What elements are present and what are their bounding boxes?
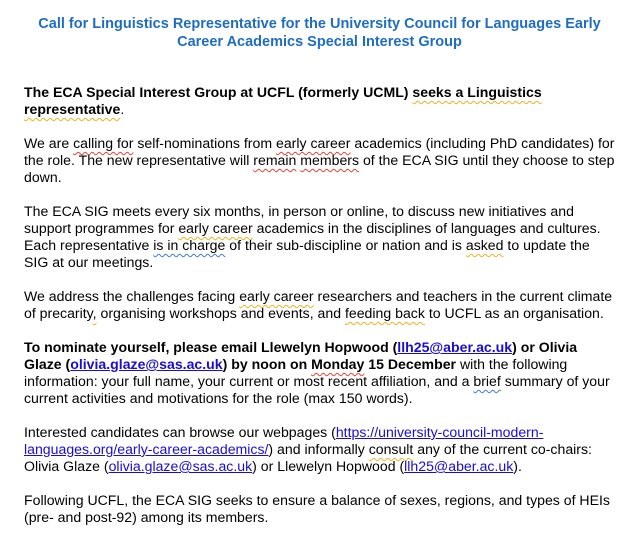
email-link-hopwood[interactable]: llh25@aber.ac.uk: [397, 339, 513, 355]
balance-paragraph: Following UCFL, the ECA SIG seeks to ensure a balance of sexes, regions, and types of HEIs (pre- and post-92) among its members.: [24, 492, 610, 525]
spelling-flag[interactable]: early career: [275, 135, 351, 151]
style-flag[interactable]: brief: [473, 373, 501, 389]
spelling-flag[interactable]: Monday: [311, 356, 365, 372]
grammar-flag[interactable]: ,: [92, 305, 97, 321]
webpages-paragraph: Interested candidates can browse our webpages (https://university-council-modern-languages.org/early-career-academics/) and informally consult any of the current co-chairs: Olivia Glaze (olivia.glaze@sas.ac.uk) or Llewelyn Hopwood (llh25@aber.ac.uk).: [24, 424, 592, 474]
title-line-1: Call for Linguistics Representative for the University Council for Languages Early: [38, 16, 601, 32]
document-title: [24, 15, 615, 51]
spelling-flag[interactable]: remain: [253, 152, 297, 168]
webpage-link[interactable]: https://university-council-modern-languages.org/early-career-academics/: [24, 424, 544, 457]
grammar-flag[interactable]: consult: [368, 441, 414, 457]
intro-paragraph: The ECA Special Interest Group at UCFL (formerly UCML) seeks a Linguistics representative.: [24, 84, 542, 117]
style-flag[interactable]: is in charge: [153, 237, 226, 253]
grammar-flag[interactable]: seeks a Linguistics representative: [24, 84, 542, 117]
grammar-flag[interactable]: feeding back: [344, 305, 425, 321]
email-link-glaze[interactable]: olivia.glaze@sas.ac.uk: [70, 356, 223, 372]
grammar-flag[interactable]: early career: [178, 220, 253, 236]
spelling-flag[interactable]: calling for: [73, 135, 134, 151]
meetings-paragraph: The ECA SIG meets every six months, in person or online, to discuss new initiatives and support programmes for early career academics in the disciplines of languages and cultures. Each representative is in charge of their sub-discipline or nation and is asked to update the SIG at our meetings.: [24, 203, 601, 270]
role-paragraph: We are calling for self-nominations from early career academics (including PhD candidates) for the role. The new representative will remain members of the ECA SIG until they choose to step down.: [24, 135, 615, 185]
grammar-flag[interactable]: early career: [239, 288, 314, 304]
challenges-paragraph: We address the challenges facing early career researchers and teachers in the current climate of precarity, organising workshops and events, and feeding back to UCFL as an organisation.: [24, 288, 613, 321]
email-link-hopwood[interactable]: llh25@aber.ac.uk: [404, 458, 514, 474]
email-link-glaze[interactable]: olivia.glaze@sas.ac.uk: [108, 458, 253, 474]
title-line-2: Career Academics Special Interest Group: [177, 34, 462, 50]
nomination-paragraph: To nominate yourself, please email Llewelyn Hopwood (llh25@aber.ac.uk) or Olivia Glaze (olivia.glaze@sas.ac.uk) by noon on Monday 15 December with the following information: your full name, your current or most recent affiliation, and a brief summary of your current activities and motivations for the role (max 150 words).: [24, 339, 610, 406]
grammar-flag[interactable]: asked: [465, 237, 504, 253]
spelling-flag[interactable]: members: [300, 152, 360, 168]
